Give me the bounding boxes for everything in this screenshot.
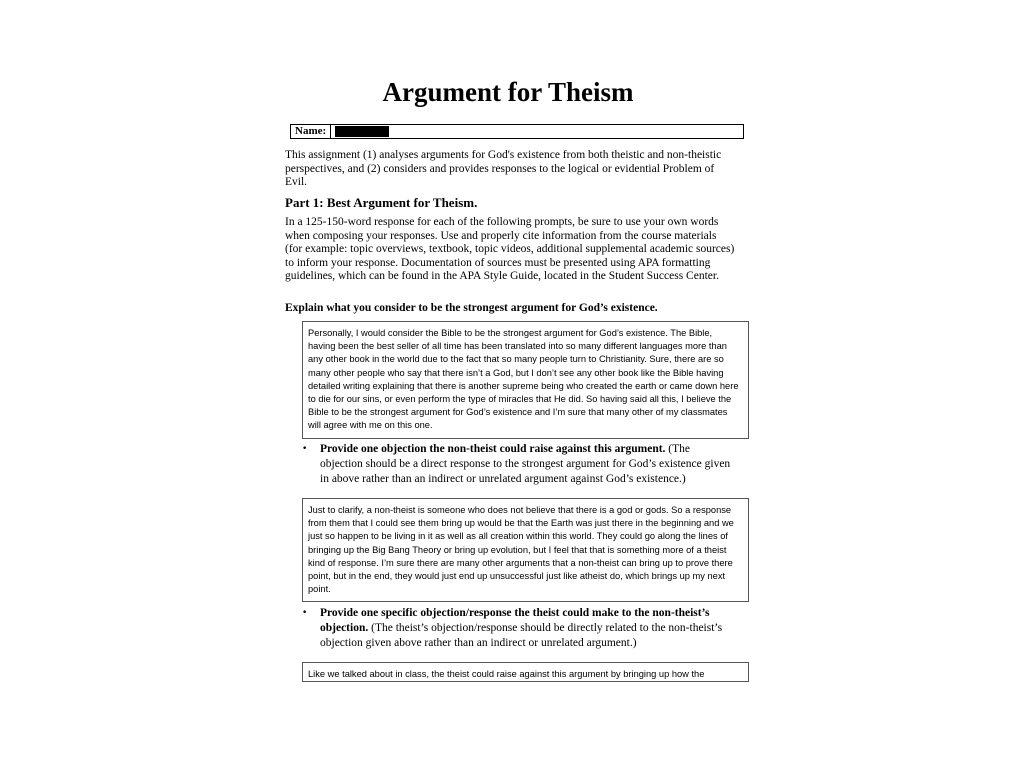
name-field-table (290, 124, 744, 139)
document-title: Argument for Theism (382, 77, 634, 107)
bullet1-rest-text: (The objection should be a direct response to the strongest argument for God’s existence given in above rather than an indirect or unrelated argument against God’s existence.) (320, 443, 731, 485)
bullet1-text (320, 442, 732, 487)
instructions-paragraph: In a 125-150-word response for each of the following prompts, be sure to use your own words when composing your responses. Use and properly cite information from the course materials (for example: topic overviews, textbook, topic videos, additional supplemental academic sources) to inform your response. Documentation of sources must be presented using APA formatting guidelines, which can be found in the APA Style Guide, located in the Student Success Center. (285, 216, 735, 282)
redacted-name-block (335, 126, 389, 137)
intro-paragraph: This assignment (1) analyses arguments for God's existence from both theistic and non-theistic perspectives, and (2) considers and provides responses to the logical or evidential Problem of Evil. (285, 149, 722, 188)
question1-prompt: Explain what you consider to be the strongest argument for God’s existence. (285, 302, 658, 314)
bullet2-rest-text: (The theist’s objection/response should be directly related to the non-theist’s objection given above rather than an indirect or unrelated argument.) (320, 622, 723, 649)
name-label: Name: (291, 125, 331, 138)
answer1-textbox[interactable]: Personally, I would consider the Bible to be the strongest argument for God’s existence. The Bible, having been the best seller of all time has been translated into so many different languages more than any other book in the world due to the fact that so many people turn to Christianity. Sure, there are so many other people who say that there isn’t a God, but I don’t see any other book like the Bible having detailed writing explaining that there is another supreme being who created the earth or came down here to die for our sins, or even perform the type of miracles that He did. So having said all this, I believe the Bible to be the strongest argument for God’s existence and I’m sure that many other of my classmates will agree with me on this one. (302, 321, 749, 439)
bullet2-bold-text: Provide one specific objection/response the theist could make to the non-theist’s objection. (320, 607, 710, 634)
bullet1-bold-text: Provide one objection the non-theist could raise against this argument. (320, 443, 666, 455)
bullet-prompt-objection (302, 442, 732, 487)
bullet-icon: • (302, 444, 308, 454)
name-value-cell (331, 125, 743, 138)
answer2-textbox[interactable]: Just to clarify, a non-theist is someone who does not believe that there is a god or gods. So a response from them that I could see them bring up would be that the Earth was just there in the beginning and we just so happen to be living in it as well as all creation within this world. They could go along the lines of bringing up the Big Bang Theory or bring up evolution, but I feel that that is something more of a theist kind of response. I’m sure there are many other arguments that a non-theist can bring up to prove there point, but in the end, they would just end up unsuccessful just like atheist do, which brings up my next point. (302, 498, 749, 602)
bullet-icon: • (302, 608, 308, 618)
part1-heading: Part 1: Best Argument for Theism. (285, 195, 478, 210)
answer3-textbox[interactable]: Like we talked about in class, the theist could raise against this argument by bringing up how the (302, 662, 749, 682)
bullet2-text (320, 606, 732, 651)
bullet-prompt-response (302, 606, 732, 651)
